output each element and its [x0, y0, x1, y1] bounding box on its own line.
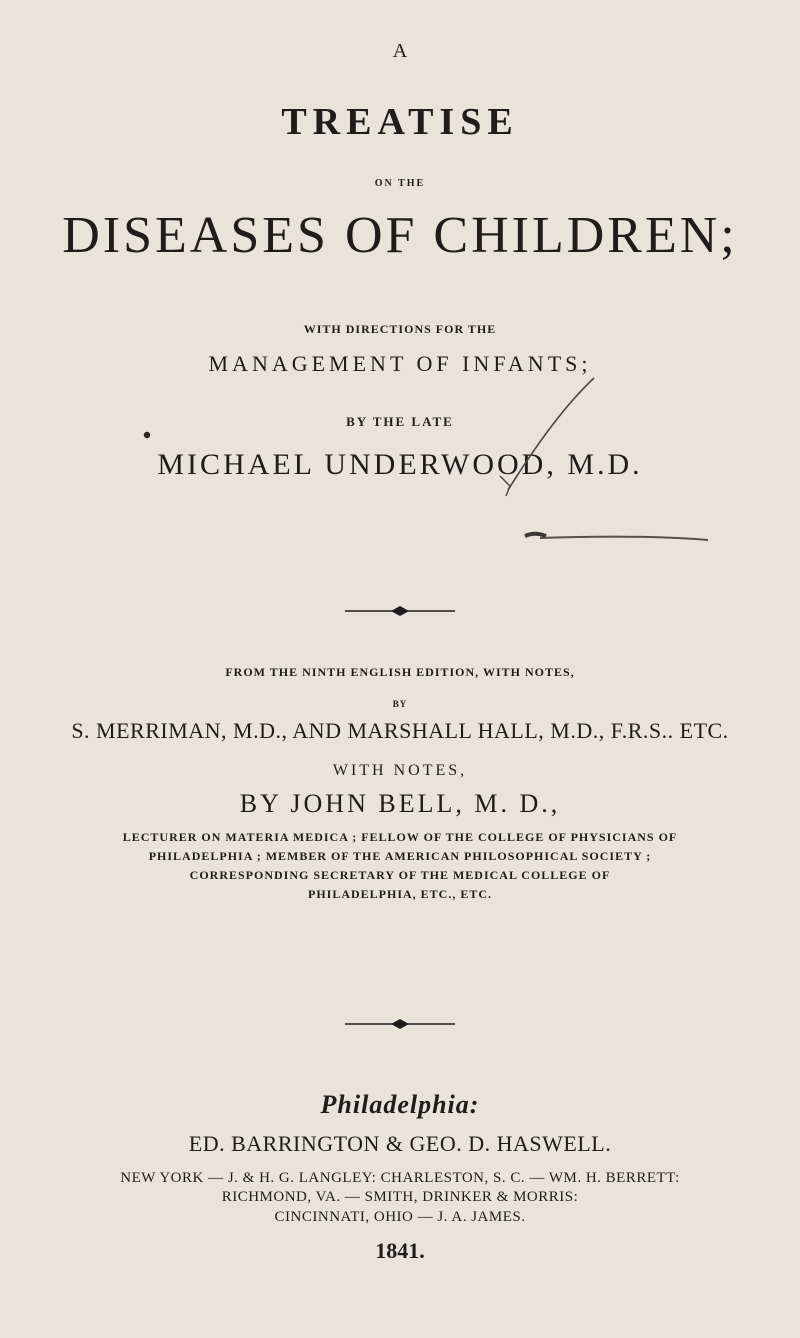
editors-line: S. MERRIMAN, M.D., AND MARSHALL HALL, M.D., F.R.S.. ETC. [71, 718, 729, 743]
management-line: MANAGEMENT OF INFANTS; [208, 351, 592, 376]
edition-note: FROM THE NINTH ENGLISH EDITION, WITH NOTES, [225, 665, 575, 679]
publisher-line: ED. BARRINGTON & GEO. D. HASWELL. [188, 1131, 612, 1156]
notes-by-line: BY JOHN BELL, M. D., [239, 789, 561, 818]
author-name: MICHAEL UNDERWOOD, M.D. [157, 448, 643, 481]
with-directions-line: WITH DIRECTIONS FOR THE [303, 322, 497, 336]
imprint-line: CINCINNATI, OHIO — J. A. JAMES. [274, 1209, 526, 1225]
subject-title: DISEASES OF CHILDREN; [62, 207, 738, 264]
credential-line: LECTURER ON MATERIA MEDICA ; FELLOW OF THE COLLEGE OF PHYSICIANS OF [122, 830, 678, 844]
on-the-line: ON THE [374, 178, 426, 189]
by-the-late-line: BY THE LATE [346, 414, 454, 429]
credential-line: CORRESPONDING SECRETARY OF THE MEDICAL COLLEGE OF [189, 868, 611, 882]
ornamental-rule-top [345, 605, 455, 617]
title-treatise: TREATISE [281, 101, 519, 143]
with-notes-line: WITH NOTES, [332, 762, 468, 779]
imprint-line: RICHMOND, VA. — SMITH, DRINKER & MORRIS: [221, 1189, 579, 1205]
imprint-line: NEW YORK — J. & H. G. LANGLEY: CHARLESTON, S. C. — WM. H. BERRETT: [120, 1170, 680, 1186]
credential-line: PHILADELPHIA ; MEMBER OF THE AMERICAN PHILOSOPHICAL SOCIETY ; [148, 849, 652, 863]
pencil-annotation-mark [0, 0, 800, 560]
by-line: BY [392, 699, 408, 709]
publication-year: 1841. [375, 1238, 425, 1263]
ornamental-rule-bottom [345, 1018, 455, 1030]
imprint-city: Philadelphia: [320, 1090, 480, 1119]
article-a: A [392, 40, 408, 62]
credential-line: PHILADELPHIA, ETC., ETC. [307, 887, 493, 901]
